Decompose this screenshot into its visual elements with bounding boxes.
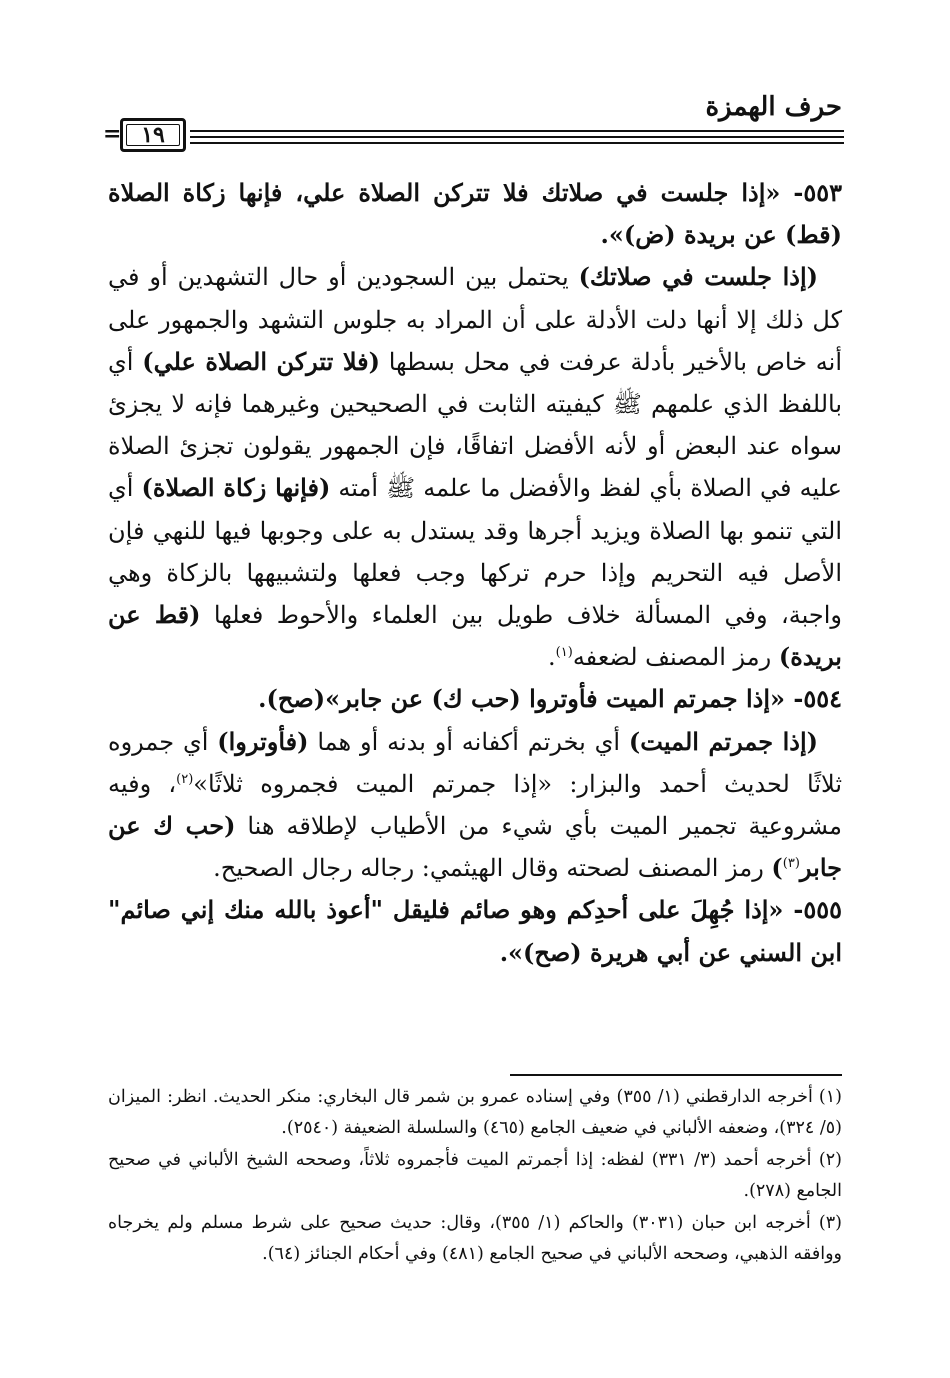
footnote-ref[interactable]: (١) — [555, 645, 573, 661]
footnotes — [108, 1082, 842, 1271]
footnote-ref[interactable]: (٢) — [176, 771, 194, 787]
text: رمز المصنف لصحته وقال الهيثمي: رجاله رجال الصحيح. — [213, 854, 772, 883]
text: رمز المصنف لضعفه — [572, 643, 779, 672]
highlight: (فلا تتركن الصلاة علي) — [142, 346, 380, 376]
footnote-2: (٢) أخرجه أحمد (٣/ ٣٣١) لفظه: إذا أجمرتم الميت فأجمروه ثلاثاً، وصححه الشيخ الألباني في صحيح الجامع (٢٧٨). — [108, 1150, 842, 1201]
highlight: (فإنها زكاة الصلاة) — [141, 473, 331, 503]
text: ، وفيه مشروعية تجمير الميت بأي شيء من الأطياب لإطلاقه هنا — [108, 769, 843, 841]
hadith-553: ٥٥٣- «إذا جلست في صلاتك فلا تتركن الصلاة علي، فإنها زكاة الصلاة (قط) عن بريدة (ض)». — [108, 178, 842, 250]
commentary-553 — [108, 256, 842, 678]
header-rule-lines — [190, 128, 844, 144]
running-header-title: حرف الهمزة — [705, 92, 842, 122]
footnote-3: (٣) أخرجه ابن حبان (٣٠٣١) والحاكم (١/ ٣٥٥)، وقال: حديث صحيح على شرط مسلم ولم يخرجاه ووافقه الذهبي، وصححه الألباني في صحيح الجامع (٤٨١) وفي أحكام الجنائز (٦٤). — [108, 1213, 842, 1264]
header-rule — [190, 130, 844, 132]
text: أي بخرتم أكفانه أو بدنه أو هما — [308, 727, 629, 756]
highlight: (حب ك عن جابر — [108, 811, 842, 883]
highlight: (فأوتروا) — [217, 726, 309, 756]
header-rule — [190, 136, 844, 138]
text: أي باللفظ الذي علمهم ﷺ كيفيته الثابت في الصحيحين وغيرهما فإنه لا يجزئ سواه عند البعض أو لأنه الأفضل اتفاقًا، فإن الجمهور يقولون تجزئ الصلاة عليه في الصلاة بأي لفظ والأفضل ما علمه ﷺ أمته — [108, 347, 843, 503]
highlight: ) — [771, 853, 783, 883]
header-mark: = — [103, 121, 122, 147]
footnote-separator — [510, 1074, 842, 1076]
header-rule — [190, 142, 844, 144]
text: . — [548, 643, 556, 672]
hadith-554: ٥٥٤- «إذا جمرتم الميت فأوتروا (حب ك) عن جابر»(صح). — [258, 684, 842, 714]
text: يحتمل بين السجودين أو حال التشهدين أو في كل ذلك إلا أنها دلت الأدلة على أن المراد به جلوس التشهد والجمهور على أنه خاص بالأخير بأدلة عرفت في محل بسطها — [108, 263, 842, 376]
footnote-1: (١) أخرجه الدارقطني (١/ ٣٥٥) وفي إسناده عمرو بن شمر قال البخاري: منكر الحديث. انظر: الميزان (٥/ ٣٢٤)، وضعفه الألباني في ضعيف الجامع (٤٦٥) والسلسلة الضعيفة (٢٥٤٠). — [108, 1087, 842, 1138]
text: أي التي تنمو بها الصلاة ويزيد أجرها وقد يستدل به على وجوبها فيها للنهي فإن الأصل فيه التحريم وإذا حرم تركها وجب فعلها ولتشبيهها بالزكاة وهي واجبة، وفي المسألة خلاف طويل بين العلماء والأحوط فعلها — [108, 474, 842, 630]
text: أي جمروه ثلاثًا لحديث أحمد والبزار: «إذا جمرتم الميت فجمروه ثلاثًا» — [108, 727, 843, 798]
footnote-ref[interactable]: (٣) — [782, 856, 800, 872]
page-number-box — [120, 118, 186, 152]
highlight: (إذا جمرتم الميت) — [628, 726, 819, 756]
page-number: ١٩ — [141, 122, 165, 148]
hadith-555: ٥٥٥- «إذا جُهِلَ على أحدِكم وهو صائم فليقل "أعوذ بالله منك إني صائم" ابن السني عن أبي هريرة (صح)». — [108, 895, 842, 967]
highlight: (إذا جلست في صلاتك) — [578, 262, 818, 292]
highlight: (قط عن بريدة) — [108, 600, 842, 672]
commentary-554 — [108, 721, 842, 890]
main-text — [108, 172, 842, 974]
